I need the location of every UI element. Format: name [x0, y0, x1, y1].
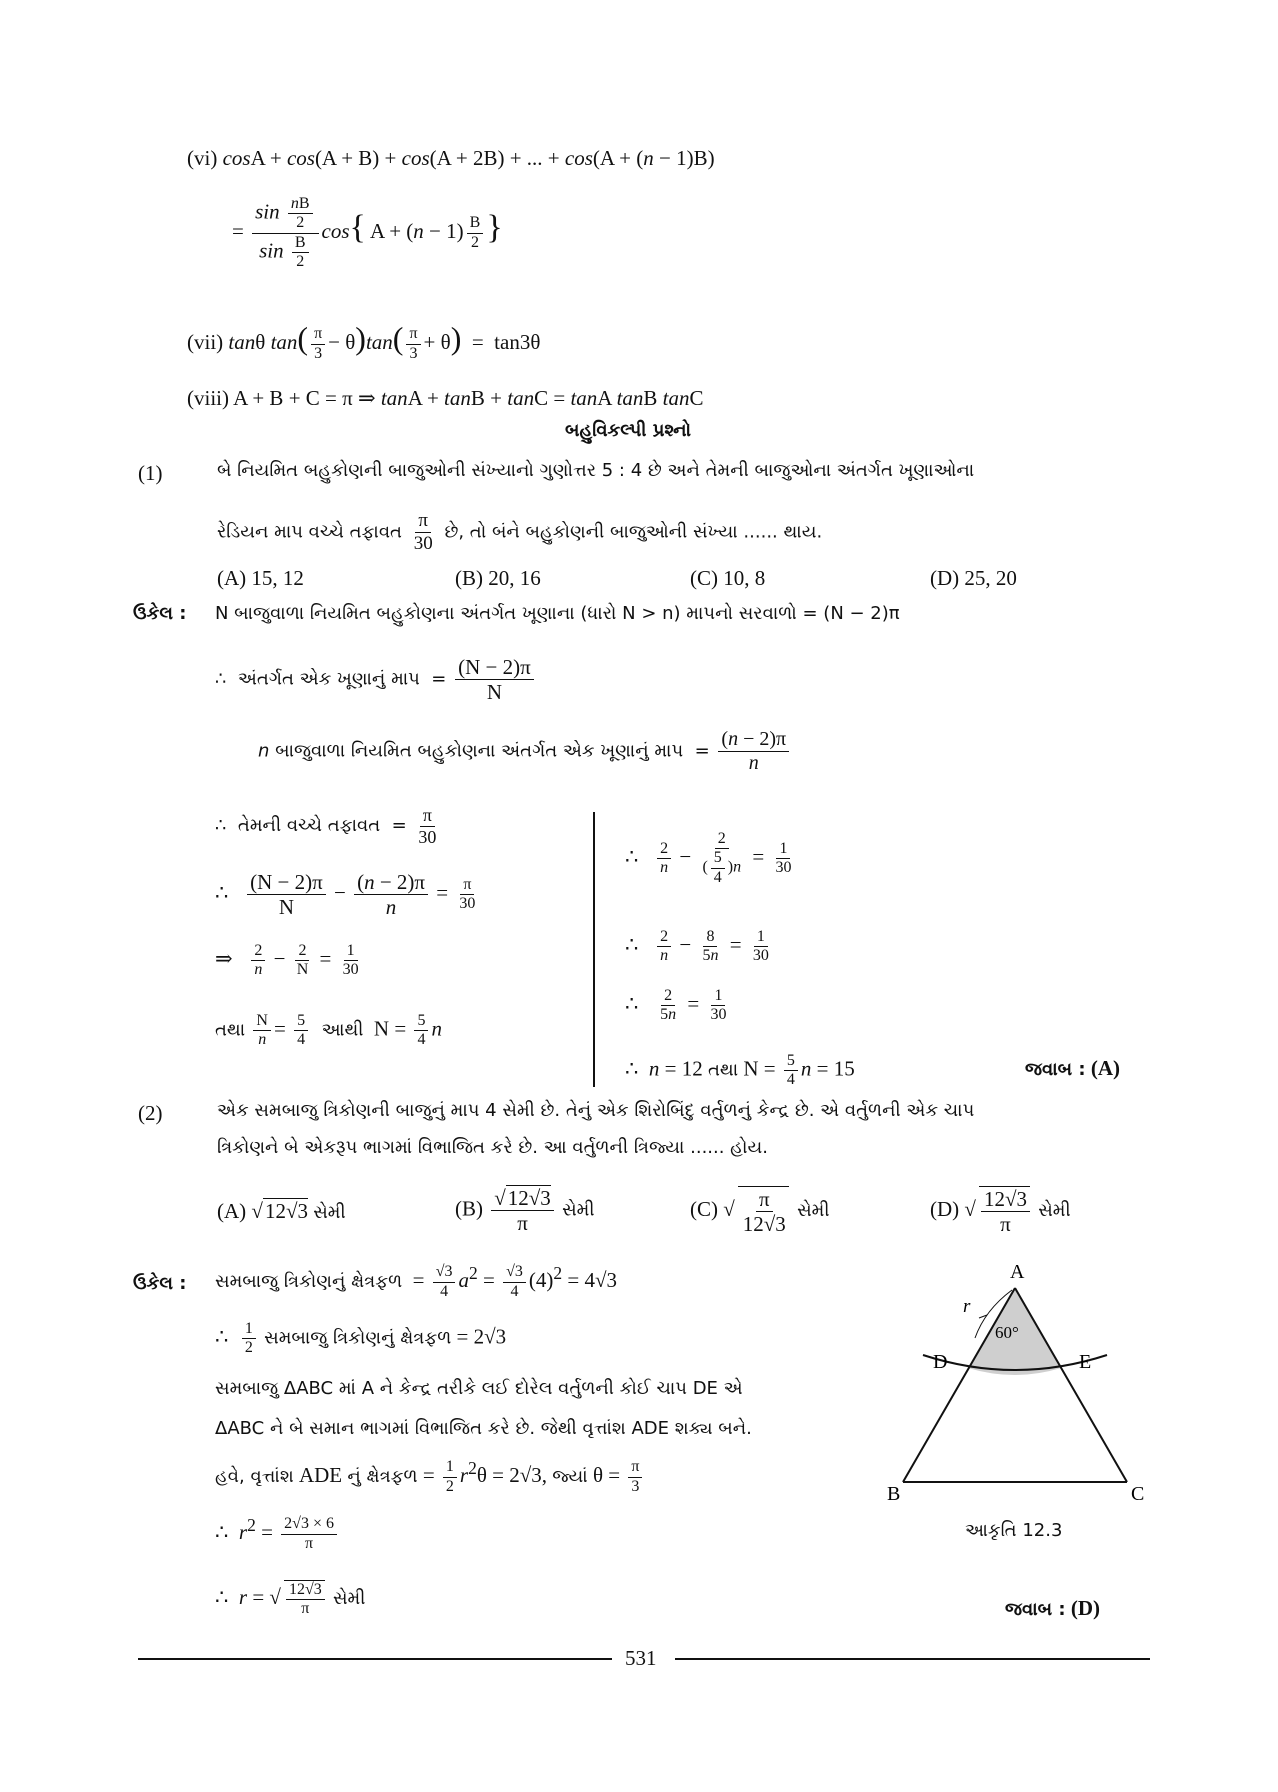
- sol2-line6: ∴ $r^2$ = $\frac{2√3 \times 6}{\pi}$: [215, 1515, 340, 1553]
- sol2-label: ઉકેલ :: [133, 1273, 187, 1294]
- section-title: બહુવિકલ્પી પ્રશ્નો: [565, 420, 692, 441]
- formula-vi-lhs: (vi) cosA + cos(A + B) + cos(A + 2B) + ... + cos(A + (n − 1)B): [187, 146, 715, 170]
- sol1-right-2: ∴ $\frac{2}{n}$ − $\frac{8}{5n}$ = $\frac{1}{30}$: [625, 928, 769, 965]
- sol1-right-4: ∴ n = 12 તથા N = $\frac{5}{4}$ n = 15: [625, 1052, 855, 1089]
- sol2-line3: સમબાજુ ΔABC માં A ને કેન્દ્ર તરીકે લઈ દોરેલ વર્તુળની કોઈ ચાપ DE એ: [215, 1378, 743, 1399]
- q2-line2: ત્રિકોણને બે એકરૂપ ભાગમાં વિભાજિત કરે છે. આ વર્તુળની ત્રિજ્યા ...... હોય.: [217, 1137, 768, 1158]
- label-a: A: [1010, 1261, 1025, 1283]
- sol1-left-4: તથા $\frac{N}{n}$ = $\frac{5}{4}$ આથી N = $\frac{5}{4}$ n: [215, 1012, 442, 1049]
- sol2-line4: ΔABC ને બે સમાન ભાગમાં વિભાજિત કરે છે. જેથી વૃત્તાંશ ADE શક્ય બને.: [215, 1418, 752, 1439]
- formula-vii: (vii) tanθ tan( $\frac{\pi}{3}$ − θ)tan( $\frac{\pi}{3}$ + θ) = tan3θ: [187, 320, 541, 362]
- q2-number: (2): [138, 1101, 163, 1125]
- formula-vi-rhs: = sin $\frac{nB}{2}$ sin $\frac{B}{2}$ cos{ A + (n − 1) $\frac{B}{2}$ }: [232, 195, 503, 271]
- q2-option-b: (B) $\frac{√12√3}{\pi}$ સેમી: [455, 1186, 595, 1236]
- q1-option-a: (A) 15, 12: [217, 566, 304, 590]
- sol2-line5: હવે, વૃત્તાંશ ADE નું ક્ષેત્રફળ = $\frac{1}{2}$ $r^2\theta = 2√3$, જ્યાં θ = $\frac{\pi}{3}$: [215, 1458, 645, 1496]
- sol1-right-1: ∴ $\frac{2}{n}$ − 2 ( $\frac{5}{4}$ )n = $\frac{1}{30}$: [625, 830, 792, 886]
- sol2-line7: ∴ r = √ $\frac{12√3}{\pi}$ સેમી: [215, 1581, 366, 1618]
- q2-option-a: (A) √12√3 સેમી: [217, 1199, 346, 1223]
- page-number: 531: [625, 1646, 657, 1670]
- side-ab: [903, 1288, 1015, 1482]
- sol2-line2: ∴ $\frac{1}{2}$ સમબાજુ ત્રિકોણનું ક્ષેત્રફળ = 2√3: [215, 1320, 507, 1357]
- q1-line1: બે નિયમિત બહુકોણની બાજુઓની સંખ્યાનો ગુણોત્તર 5 : 4 છે અને તેમની બાજુઓના અંતર્ગત ખૂણાઓના: [217, 460, 975, 481]
- q1-option-d: (D) 25, 20: [930, 566, 1017, 590]
- sol1-label: ઉકેલ :: [133, 603, 187, 624]
- sol1-answer: જવાબ : (A): [1025, 1056, 1120, 1080]
- q1-number: (1): [138, 461, 163, 485]
- column-divider: [593, 812, 595, 1087]
- footer-rule-left: [138, 1658, 612, 1660]
- sol2-answer: જવાબ : (D): [1005, 1596, 1100, 1620]
- sol1-left-2: ∴ $\frac{(N - 2)\pi}{N}$ − $\frac{(n - 2)\pi}{n}$ = $\frac{\pi}{30}$: [215, 870, 476, 920]
- triangle-figure: [875, 1260, 1195, 1540]
- q2-option-c: (C) √ $\frac{\pi}{12√3}$ સેમી: [690, 1187, 830, 1237]
- footer-rule-right: [675, 1658, 1150, 1660]
- label-b: B: [887, 1483, 901, 1505]
- label-angle: 60°: [995, 1323, 1019, 1342]
- formula-viii: (viii) A + B + C = π ⇒ tanA + tanB + tanC = tanA tanB tanC: [187, 386, 704, 410]
- sol1-right-3: ∴ $\frac{2}{5n}$ = $\frac{1}{30}$: [625, 987, 727, 1024]
- q2-option-d: (D) √ $\frac{12√3}{\pi}$ સેમી: [930, 1187, 1071, 1237]
- sol1-line1: N બાજુવાળા નિયમિત બહુકોણના અંતર્ગત ખૂણાના (ધારો N > n) માપનો સરવાળો = (N − 2)π: [215, 603, 900, 624]
- label-c: C: [1131, 1483, 1145, 1505]
- sol1-left-1: ∴ તેમની વચ્ચે તફાવત = $\frac{\pi}{30}$: [215, 805, 437, 847]
- label-d: D: [933, 1351, 948, 1373]
- figure-caption: આકૃતિ 12.3: [965, 1520, 1063, 1541]
- sol1-line3: n બાજુવાળા નિયમિત બહુકોણના અંતર્ગત એક ખૂણાનું માપ = $\frac{(n - 2)\pi}{n}$: [258, 728, 792, 775]
- q1-option-b: (B) 20, 16: [455, 566, 541, 590]
- label-e: E: [1079, 1351, 1092, 1373]
- side-ac: [1015, 1288, 1127, 1482]
- sol1-left-3: ⇒ $\frac{2}{n}$ − $\frac{2}{N}$ = $\frac{1}{30}$: [215, 942, 359, 979]
- sol1-line2: ∴ અંતર્ગત એક ખૂણાનું માપ = $\frac{(N - 2)\pi}{N}$: [215, 655, 537, 704]
- q1-option-c: (C) 10, 8: [690, 566, 766, 590]
- q2-line1: એક સમબાજુ ત્રિકોણની બાજુનું માપ 4 સેમી છે. તેનું એક શિરોબિંદુ વર્તુળનું કેન્દ્ર છે. એ વર્તુળની એક ચાપ: [217, 1100, 975, 1121]
- label-r: r: [963, 1296, 971, 1317]
- sol2-line1: સમબાજુ ત્રિકોણનું ક્ષેત્રફળ = $\frac{√3}{4}$ $a^2$ = $\frac{√3}{4}$ $(4)^2 = 4√3$: [215, 1263, 617, 1300]
- q1-line2: રેડિયન માપ વચ્ચે તફાવત $\frac{\pi}{30}$ છે, તો બંને બહુકોણની બાજુઓની સંખ્યા ...... થાય.: [217, 510, 823, 554]
